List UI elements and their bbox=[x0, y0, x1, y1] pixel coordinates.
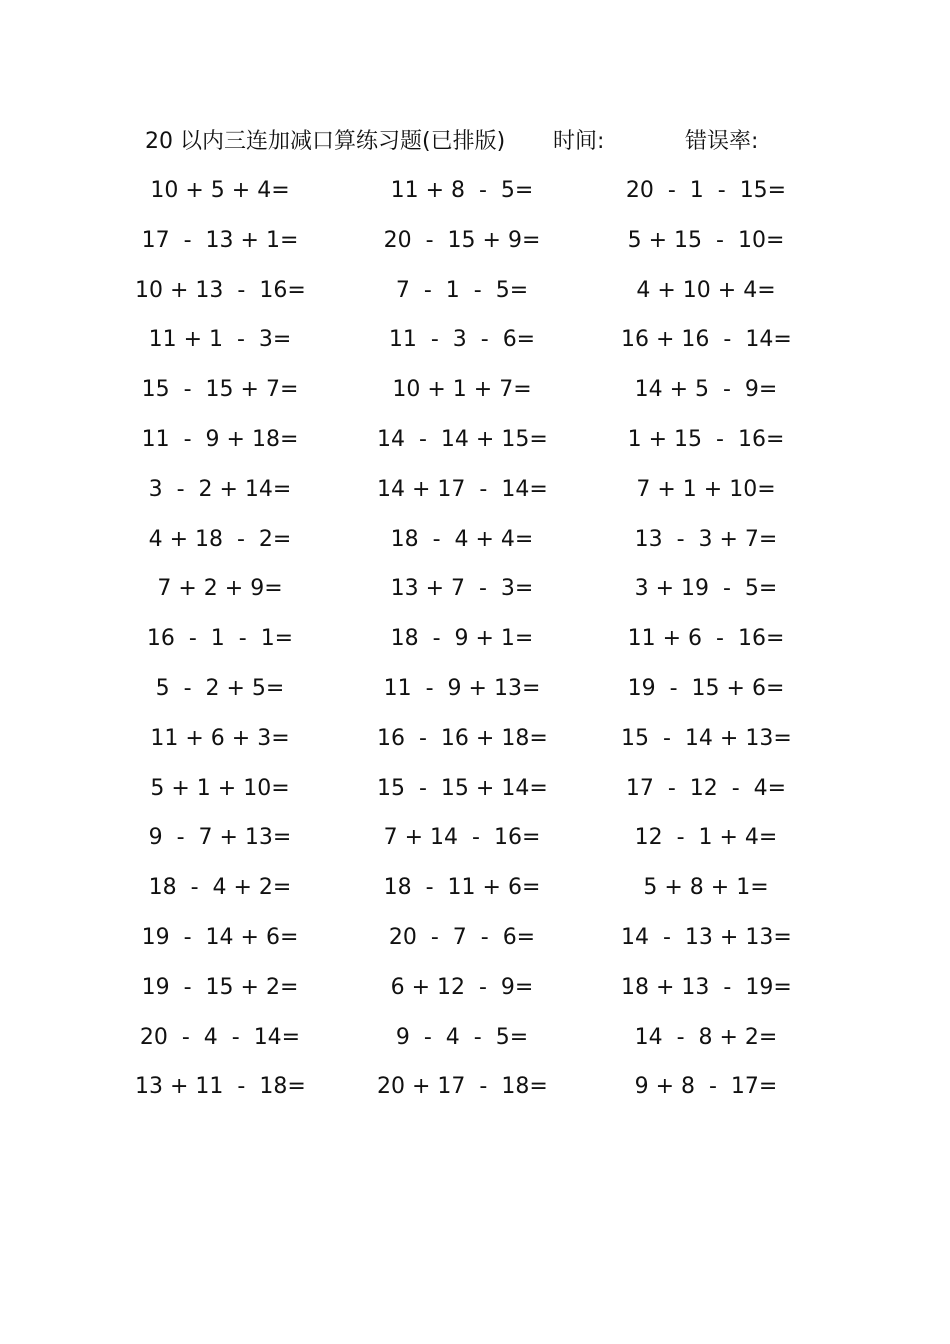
arithmetic-problem: 16 - 1 - 1= bbox=[146, 626, 294, 652]
problem-row bbox=[135, 1017, 815, 1067]
problem-row bbox=[135, 319, 815, 369]
error-rate-label: 错误率: bbox=[685, 129, 759, 154]
arithmetic-problem: 4 + 18 - 2= bbox=[148, 526, 292, 552]
problem-row bbox=[135, 867, 815, 917]
arithmetic-problem: 14 - 8 + 2= bbox=[634, 1024, 778, 1050]
arithmetic-problem: 11 - 9 + 18= bbox=[141, 426, 299, 452]
arithmetic-problem: 5 + 1 + 10= bbox=[150, 775, 290, 801]
arithmetic-problem: 7 - 1 - 5= bbox=[395, 277, 529, 303]
problem-row bbox=[135, 967, 815, 1017]
problem-row bbox=[135, 419, 815, 469]
problem-row bbox=[135, 618, 815, 668]
arithmetic-problem: 14 + 17 - 14= bbox=[377, 476, 548, 502]
arithmetic-problem: 10 + 13 - 16= bbox=[135, 277, 306, 303]
arithmetic-problem: 1 + 15 - 16= bbox=[627, 426, 785, 452]
problem-row bbox=[135, 1066, 815, 1116]
time-label: 时间: bbox=[553, 129, 605, 154]
problem-row bbox=[135, 220, 815, 270]
arithmetic-problem: 14 - 13 + 13= bbox=[621, 924, 792, 950]
arithmetic-problem: 9 + 8 - 17= bbox=[634, 1074, 778, 1100]
arithmetic-problem: 20 - 7 - 6= bbox=[388, 924, 536, 950]
arithmetic-problem: 19 - 14 + 6= bbox=[141, 924, 299, 950]
arithmetic-problem: 7 + 14 - 16= bbox=[383, 825, 541, 851]
problem-row bbox=[135, 568, 815, 618]
arithmetic-problem: 7 + 1 + 10= bbox=[636, 476, 776, 502]
arithmetic-problem: 19 - 15 + 6= bbox=[627, 675, 785, 701]
problem-row bbox=[135, 519, 815, 569]
arithmetic-problem: 18 - 4 + 4= bbox=[390, 526, 534, 552]
arithmetic-problem: 18 - 9 + 1= bbox=[390, 626, 534, 652]
problem-row bbox=[135, 668, 815, 718]
worksheet-header bbox=[145, 124, 845, 160]
arithmetic-problem: 13 + 7 - 3= bbox=[390, 576, 534, 602]
worksheet-title: 20 以内三连加减口算练习题(已排版) bbox=[145, 129, 506, 154]
arithmetic-problem: 15 - 15 + 14= bbox=[377, 775, 548, 801]
problem-row bbox=[135, 270, 815, 320]
arithmetic-problem: 10 + 1 + 7= bbox=[392, 377, 532, 403]
arithmetic-problem: 11 + 6 - 16= bbox=[627, 626, 785, 652]
problem-row bbox=[135, 170, 815, 220]
arithmetic-problem: 20 + 17 - 18= bbox=[377, 1074, 548, 1100]
arithmetic-problem: 5 + 8 + 1= bbox=[643, 875, 769, 901]
arithmetic-problem: 7 + 2 + 9= bbox=[157, 576, 283, 602]
arithmetic-problem: 16 - 16 + 18= bbox=[377, 725, 548, 751]
arithmetic-problem: 5 - 2 + 5= bbox=[155, 675, 285, 701]
arithmetic-problem: 19 - 15 + 2= bbox=[141, 974, 299, 1000]
arithmetic-problem: 12 - 1 + 4= bbox=[634, 825, 778, 851]
arithmetic-problem: 9 - 4 - 5= bbox=[395, 1024, 529, 1050]
problem-row bbox=[135, 369, 815, 419]
arithmetic-problem: 18 - 11 + 6= bbox=[383, 875, 541, 901]
arithmetic-problem: 11 - 3 - 6= bbox=[388, 327, 536, 353]
arithmetic-problem: 18 - 4 + 2= bbox=[148, 875, 292, 901]
arithmetic-problem: 9 - 7 + 13= bbox=[148, 825, 292, 851]
arithmetic-problem: 11 + 8 - 5= bbox=[390, 178, 534, 203]
arithmetic-problem: 20 - 15 + 9= bbox=[383, 227, 541, 253]
problem-row bbox=[135, 469, 815, 519]
arithmetic-problem: 20 - 4 - 14= bbox=[139, 1024, 301, 1050]
problem-grid bbox=[135, 170, 815, 1116]
arithmetic-problem: 14 - 14 + 15= bbox=[377, 426, 548, 452]
arithmetic-problem: 20 - 1 - 15= bbox=[625, 178, 787, 203]
arithmetic-problem: 15 - 15 + 7= bbox=[141, 377, 299, 403]
arithmetic-problem: 3 + 19 - 5= bbox=[634, 576, 778, 602]
arithmetic-problem: 13 + 11 - 18= bbox=[135, 1074, 306, 1100]
arithmetic-problem: 11 - 9 + 13= bbox=[383, 675, 541, 701]
arithmetic-problem: 14 + 5 - 9= bbox=[634, 377, 778, 403]
problem-row bbox=[135, 768, 815, 818]
arithmetic-problem: 4 + 10 + 4= bbox=[636, 277, 776, 303]
arithmetic-problem: 3 - 2 + 14= bbox=[148, 476, 292, 502]
arithmetic-problem: 17 - 13 + 1= bbox=[141, 227, 299, 253]
arithmetic-problem: 6 + 12 - 9= bbox=[390, 974, 534, 1000]
arithmetic-problem: 5 + 15 - 10= bbox=[627, 227, 785, 253]
arithmetic-problem: 15 - 14 + 13= bbox=[621, 725, 792, 751]
arithmetic-problem: 16 + 16 - 14= bbox=[621, 327, 792, 353]
arithmetic-problem: 17 - 12 - 4= bbox=[625, 775, 787, 801]
arithmetic-problem: 11 + 1 - 3= bbox=[148, 327, 292, 353]
arithmetic-problem: 18 + 13 - 19= bbox=[621, 974, 792, 1000]
problem-row bbox=[135, 718, 815, 768]
problem-row bbox=[135, 917, 815, 967]
problem-row bbox=[135, 817, 815, 867]
arithmetic-problem: 10 + 5 + 4= bbox=[150, 178, 290, 203]
arithmetic-problem: 13 - 3 + 7= bbox=[634, 526, 778, 552]
arithmetic-problem: 11 + 6 + 3= bbox=[150, 725, 290, 751]
